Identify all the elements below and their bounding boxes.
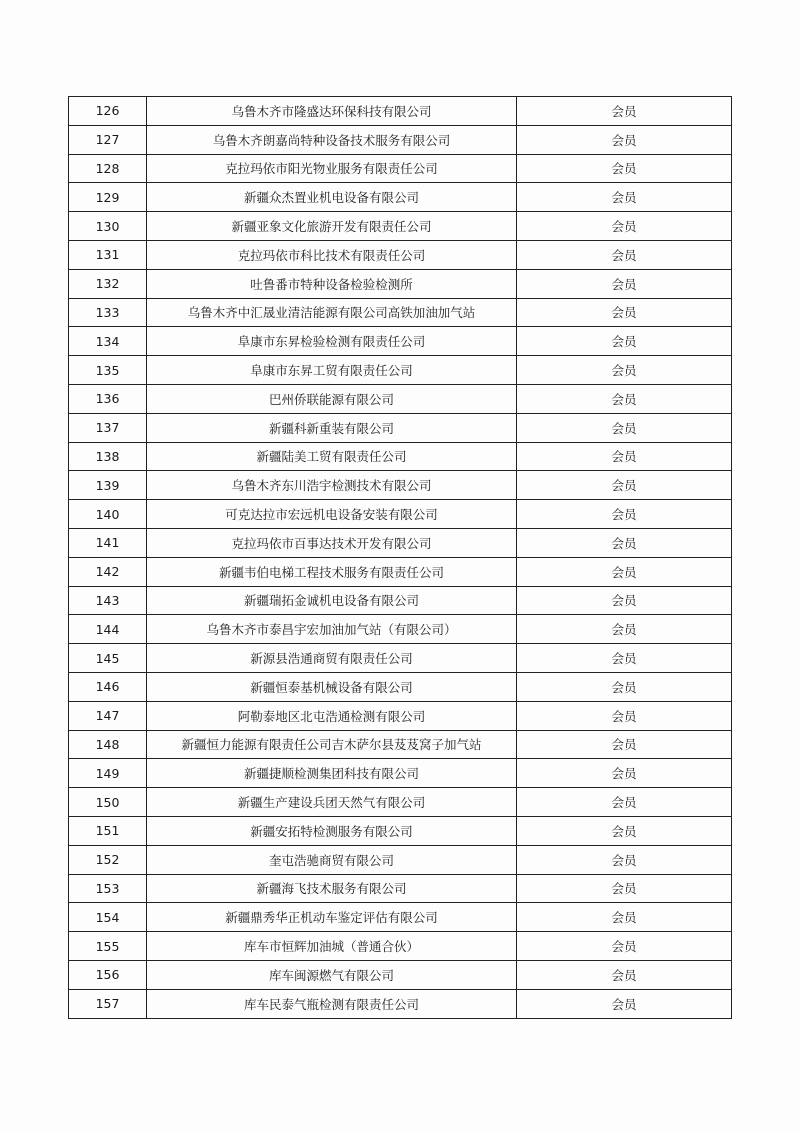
company-name: 巴州侨联能源有限公司	[147, 384, 517, 413]
row-number: 139	[69, 471, 147, 500]
row-number: 140	[69, 500, 147, 529]
table-row	[69, 269, 732, 298]
company-name: 克拉玛依市百事达技术开发有限公司	[147, 528, 517, 557]
member-type: 会员	[517, 183, 732, 212]
row-number: 150	[69, 788, 147, 817]
member-type: 会员	[517, 240, 732, 269]
table-row	[69, 730, 732, 759]
company-name: 新疆生产建设兵团天然气有限公司	[147, 788, 517, 817]
table-row	[69, 384, 732, 413]
table-row	[69, 442, 732, 471]
company-name: 新疆鼎秀华正机动车鉴定评估有限公司	[147, 903, 517, 932]
row-number: 126	[69, 97, 147, 126]
table-row	[69, 356, 732, 385]
company-name: 可克达拉市宏远机电设备安装有限公司	[147, 500, 517, 529]
company-name: 新疆陆美工贸有限责任公司	[147, 442, 517, 471]
company-name: 库车民泰气瓶检测有限责任公司	[147, 989, 517, 1018]
member-type: 会员	[517, 586, 732, 615]
row-number: 143	[69, 586, 147, 615]
row-number: 149	[69, 759, 147, 788]
member-type: 会员	[517, 212, 732, 241]
table-row	[69, 960, 732, 989]
table-row	[69, 989, 732, 1018]
table-row	[69, 298, 732, 327]
row-number: 153	[69, 874, 147, 903]
company-name: 乌鲁木齐东川浩宇检测技术有限公司	[147, 471, 517, 500]
member-type: 会员	[517, 384, 732, 413]
table-row	[69, 586, 732, 615]
member-type: 会员	[517, 989, 732, 1018]
member-type: 会员	[517, 759, 732, 788]
member-type: 会员	[517, 903, 732, 932]
company-name: 新疆安拓特检测服务有限公司	[147, 816, 517, 845]
table-row	[69, 845, 732, 874]
company-name: 新疆瑞拓金诚机电设备有限公司	[147, 586, 517, 615]
table-row	[69, 615, 732, 644]
table-row	[69, 557, 732, 586]
table-row	[69, 413, 732, 442]
row-number: 157	[69, 989, 147, 1018]
company-name: 新疆科新重装有限公司	[147, 413, 517, 442]
member-type: 会员	[517, 413, 732, 442]
member-type: 会员	[517, 154, 732, 183]
row-number: 156	[69, 960, 147, 989]
company-name: 乌鲁木齐市隆盛达环保科技有限公司	[147, 97, 517, 126]
company-name: 新疆恒泰基机械设备有限公司	[147, 672, 517, 701]
member-type: 会员	[517, 471, 732, 500]
company-name: 库车闽源燃气有限公司	[147, 960, 517, 989]
table-row	[69, 154, 732, 183]
row-number: 132	[69, 269, 147, 298]
row-number: 134	[69, 327, 147, 356]
company-name: 新疆捷顺检测集团科技有限公司	[147, 759, 517, 788]
table-row	[69, 644, 732, 673]
member-type: 会员	[517, 97, 732, 126]
company-name: 乌鲁木齐中汇晟业清洁能源有限公司高铁加油加气站	[147, 298, 517, 327]
row-number: 147	[69, 701, 147, 730]
company-name: 阜康市东昇检验检测有限责任公司	[147, 327, 517, 356]
table-row	[69, 932, 732, 961]
company-name: 阿勒泰地区北屯浩通检测有限公司	[147, 701, 517, 730]
table-row	[69, 874, 732, 903]
member-type: 会员	[517, 932, 732, 961]
row-number: 142	[69, 557, 147, 586]
member-table-body	[69, 97, 732, 1019]
company-name: 新疆恒力能源有限责任公司吉木萨尔县芨芨窝子加气站	[147, 730, 517, 759]
member-type: 会员	[517, 672, 732, 701]
company-name: 阜康市东昇工贸有限责任公司	[147, 356, 517, 385]
row-number: 135	[69, 356, 147, 385]
member-type: 会员	[517, 125, 732, 154]
row-number: 138	[69, 442, 147, 471]
member-type: 会员	[517, 298, 732, 327]
member-type: 会员	[517, 816, 732, 845]
company-name: 吐鲁番市特种设备检验检测所	[147, 269, 517, 298]
company-name: 新疆海飞技术服务有限公司	[147, 874, 517, 903]
table-row	[69, 183, 732, 212]
table-row	[69, 500, 732, 529]
row-number: 128	[69, 154, 147, 183]
row-number: 154	[69, 903, 147, 932]
row-number: 141	[69, 528, 147, 557]
row-number: 145	[69, 644, 147, 673]
member-type: 会员	[517, 874, 732, 903]
company-name: 克拉玛依市阳光物业服务有限责任公司	[147, 154, 517, 183]
member-type: 会员	[517, 615, 732, 644]
company-name: 克拉玛依市科比技术有限责任公司	[147, 240, 517, 269]
table-row	[69, 212, 732, 241]
row-number: 131	[69, 240, 147, 269]
table-row	[69, 759, 732, 788]
table-row	[69, 125, 732, 154]
member-table	[68, 96, 732, 1019]
member-type: 会员	[517, 442, 732, 471]
table-row	[69, 528, 732, 557]
member-type: 会员	[517, 327, 732, 356]
company-name: 新源县浩通商贸有限责任公司	[147, 644, 517, 673]
member-type: 会员	[517, 356, 732, 385]
row-number: 144	[69, 615, 147, 644]
row-number: 127	[69, 125, 147, 154]
table-row	[69, 672, 732, 701]
member-type: 会员	[517, 500, 732, 529]
member-type: 会员	[517, 528, 732, 557]
company-name: 乌鲁木齐市泰昌宇宏加油加气站（有限公司）	[147, 615, 517, 644]
row-number: 151	[69, 816, 147, 845]
row-number: 133	[69, 298, 147, 327]
company-name: 乌鲁木齐朗嘉尚特种设备技术服务有限公司	[147, 125, 517, 154]
table-row	[69, 471, 732, 500]
table-row	[69, 97, 732, 126]
member-type: 会员	[517, 557, 732, 586]
table-row	[69, 903, 732, 932]
row-number: 130	[69, 212, 147, 241]
member-type: 会员	[517, 730, 732, 759]
member-type: 会员	[517, 960, 732, 989]
table-row	[69, 816, 732, 845]
member-type: 会员	[517, 644, 732, 673]
company-name: 库车市恒辉加油城（普通合伙）	[147, 932, 517, 961]
table-row	[69, 788, 732, 817]
row-number: 129	[69, 183, 147, 212]
row-number: 155	[69, 932, 147, 961]
member-type: 会员	[517, 788, 732, 817]
row-number: 137	[69, 413, 147, 442]
row-number: 148	[69, 730, 147, 759]
company-name: 新疆众杰置业机电设备有限公司	[147, 183, 517, 212]
row-number: 152	[69, 845, 147, 874]
company-name: 奎屯浩驰商贸有限公司	[147, 845, 517, 874]
member-type: 会员	[517, 269, 732, 298]
table-row	[69, 240, 732, 269]
member-type: 会员	[517, 845, 732, 874]
table-row	[69, 701, 732, 730]
table-row	[69, 327, 732, 356]
member-type: 会员	[517, 701, 732, 730]
row-number: 136	[69, 384, 147, 413]
row-number: 146	[69, 672, 147, 701]
company-name: 新疆亚象文化旅游开发有限责任公司	[147, 212, 517, 241]
company-name: 新疆韦伯电梯工程技术服务有限责任公司	[147, 557, 517, 586]
